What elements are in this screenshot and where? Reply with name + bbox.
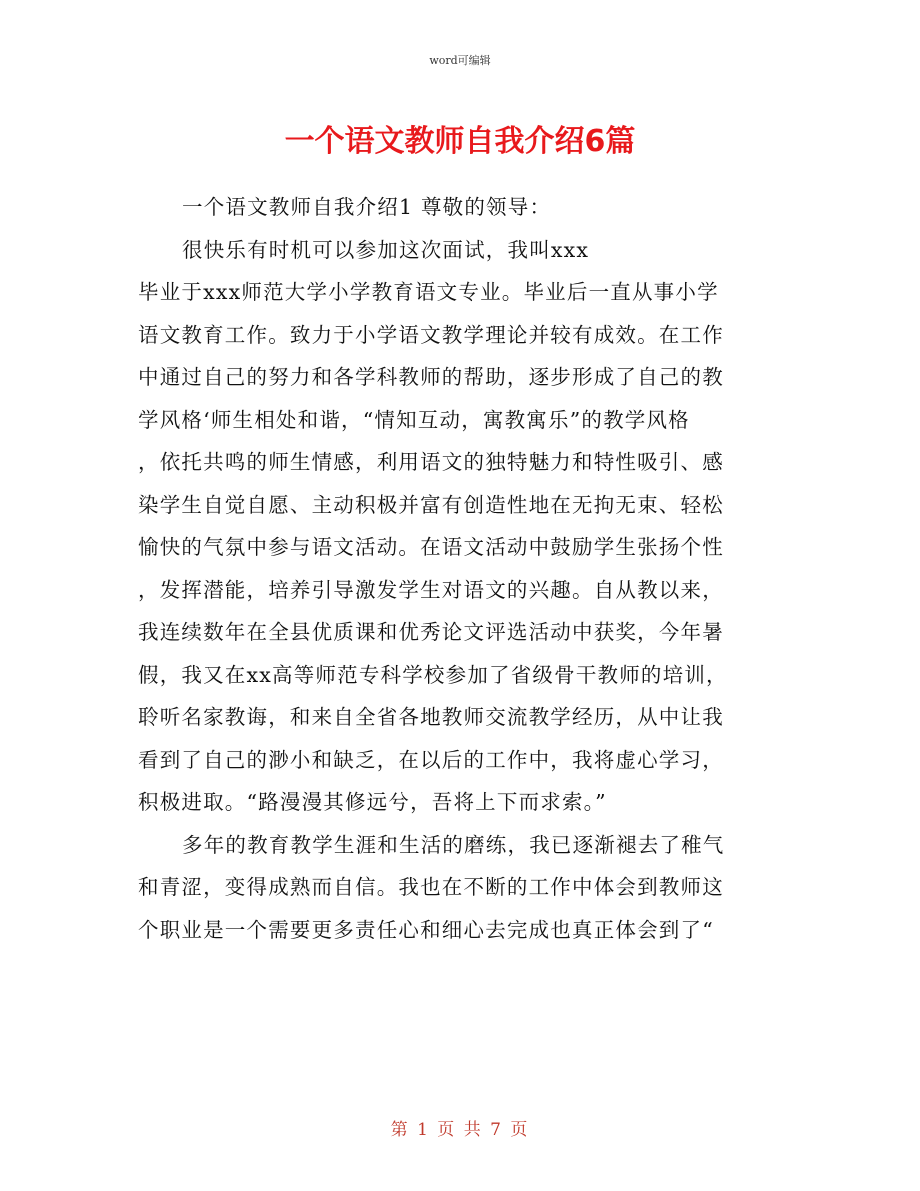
paragraph-line: 染学生自觉自愿、主动积极并富有创造性地在无拘无束、轻松 [138,492,724,517]
document-title: 一个语文教师自我介绍6篇 [284,124,636,159]
header-note: word可编辑 [429,54,491,67]
paragraph-line: 毕业于xxx师范大学小学教育语文专业。毕业后一直从事小学 [138,280,719,304]
paragraph-line: 中通过自己的努力和各学科教师的帮助，逐步形成了自己的教 [138,365,724,389]
paragraph-line: 一个语文教师自我介绍1 尊敬的领导： [182,195,552,219]
paragraph-line: ，依托共鸣的师生情感，利用语文的独特魅力和特性吸引、感 [138,450,724,474]
page-number-footer: 第 1 页 共 7 页 [390,1120,530,1140]
paragraph-line: ，发挥潜能，培养引导激发学生对语文的兴趣。自从教以来， [138,577,724,602]
document-body [138,186,798,951]
paragraph-line: 语文教育工作。致力于小学语文教学理论并较有成效。在工作 [138,322,724,347]
paragraph-line: 学风格‘师生相处和谐，“情知互动，寓教寓乐”的教学风格 [138,407,690,432]
paragraph-line: 个职业是一个需要更多责任心和细心去完成也真正体会到了“ [138,917,714,942]
paragraph-line: 很快乐有时机可以参加这次面试，我叫xxx [182,237,590,262]
paragraph-line: 多年的教育教学生涯和生活的磨练，我已逐渐褪去了稚气 [182,832,725,857]
paragraph-line: 聆听名家教诲，和来自全省各地教师交流教学经历，从中让我 [138,705,724,729]
paragraph-line: 积极进取。“路漫漫其修远兮，吾将上下而求索。” [138,790,607,814]
paragraph-line: 看到了自己的渺小和缺乏，在以后的工作中，我将虚心学习， [138,747,724,772]
paragraph-line: 假，我又在xx高等师范专科学校参加了省级骨干教师的培训， [138,662,728,687]
paragraph-line: 我连续数年在全县优质课和优秀论文评选活动中获奖，今年暑 [138,620,724,644]
paragraph-line: 和青涩，变得成熟而自信。我也在不断的工作中体会到教师这 [138,875,724,899]
paragraph-line: 愉快的气氛中参与语文活动。在语文活动中鼓励学生张扬个性 [138,535,724,559]
